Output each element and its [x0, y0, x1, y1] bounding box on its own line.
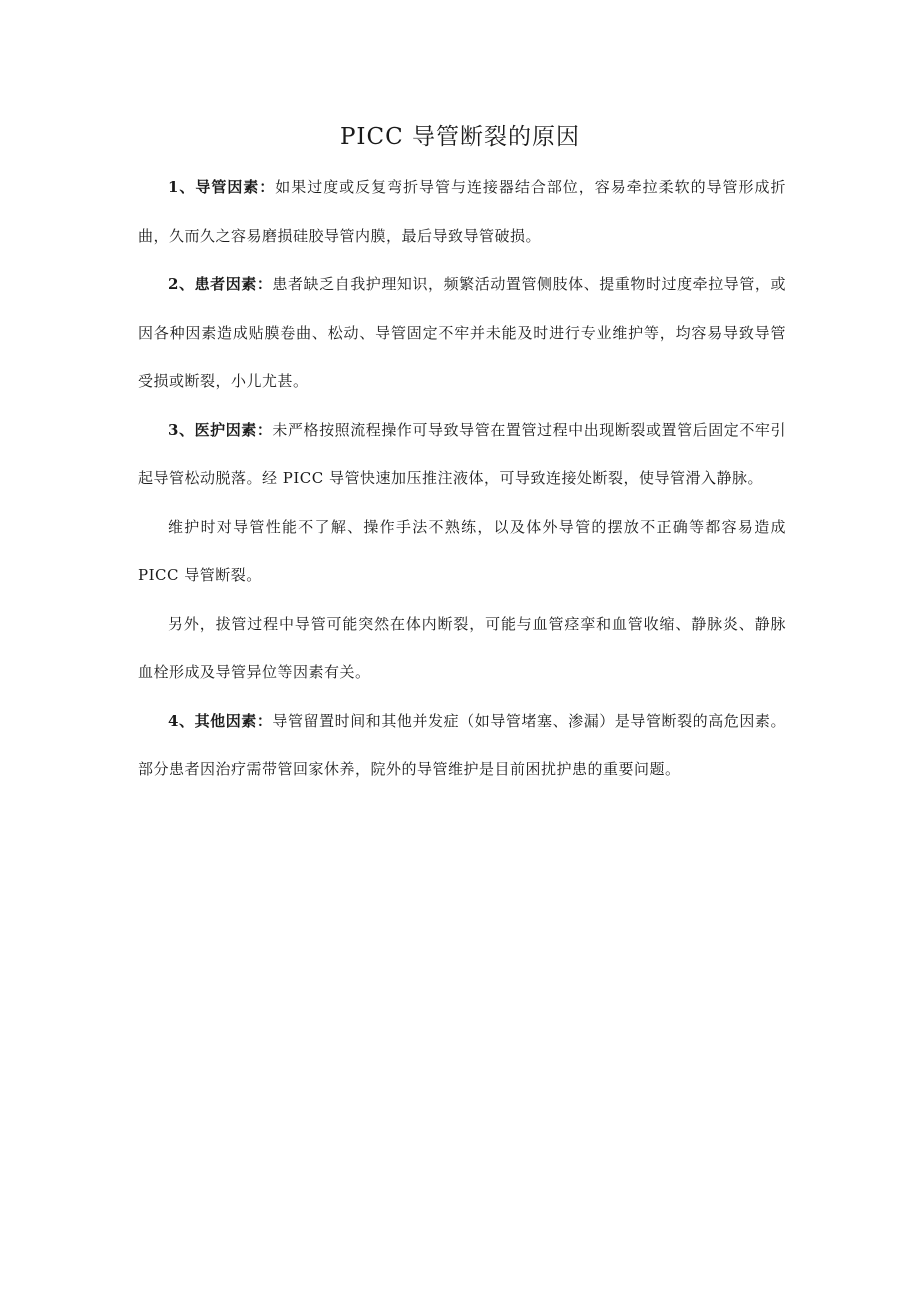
paragraph-medical-factors [138, 406, 786, 503]
paragraph-text: 另外，拔管过程中导管可能突然在体内断裂，可能与血管痉挛和血管收缩、静脉炎、静脉血栓形成及导管异位等因素有关。 [138, 614, 786, 681]
document-title: PICC 导管断裂的原因 [339, 124, 581, 150]
paragraph-patient-factors [138, 260, 786, 406]
paragraph-heading: 2、患者因素： [168, 275, 273, 293]
document-body [138, 163, 786, 794]
paragraph-removal [138, 600, 786, 697]
paragraph-text: 导管留置时间和其他并发症（如导管堵塞、渗漏）是导管断裂的高危因素。部分患者因治疗需带管回家休养，院外的导管维护是目前困扰护患的重要问题。 [138, 711, 786, 778]
paragraph-text: 未严格按照流程操作可导致导管在置管过程中出现断裂或置管后固定不牢引起导管松动脱落。经 PICC 导管快速加压推注液体，可导致连接处断裂，使导管滑入静脉。 [138, 420, 786, 487]
paragraph-text: 如果过度或反复弯折导管与连接器结合部位，容易牵拉柔软的导管形成折曲，久而久之容易磨损硅胶导管内膜，最后导致导管破损。 [138, 178, 786, 245]
paragraph-heading: 3、医护因素： [168, 420, 273, 439]
paragraph-heading: 4、其他因素： [168, 711, 273, 730]
paragraph-catheter-factors [138, 163, 786, 260]
paragraph-heading: 1、导管因素： [168, 178, 276, 196]
paragraph-text: 维护时对导管性能不了解、操作手法不熟练，以及体外导管的摆放不正确等都容易造成 PICC 导管断裂。 [138, 517, 786, 584]
paragraph-maintenance [138, 503, 786, 600]
paragraph-text: 患者缺乏自我护理知识，频繁活动置管侧肢体、提重物时过度牵拉导管，或因各种因素造成贴膜卷曲、松动、导管固定不牢并未能及时进行专业维护等，均容易导致导管受损或断裂，小儿尤甚。 [138, 275, 786, 390]
paragraph-other-factors [138, 697, 786, 794]
